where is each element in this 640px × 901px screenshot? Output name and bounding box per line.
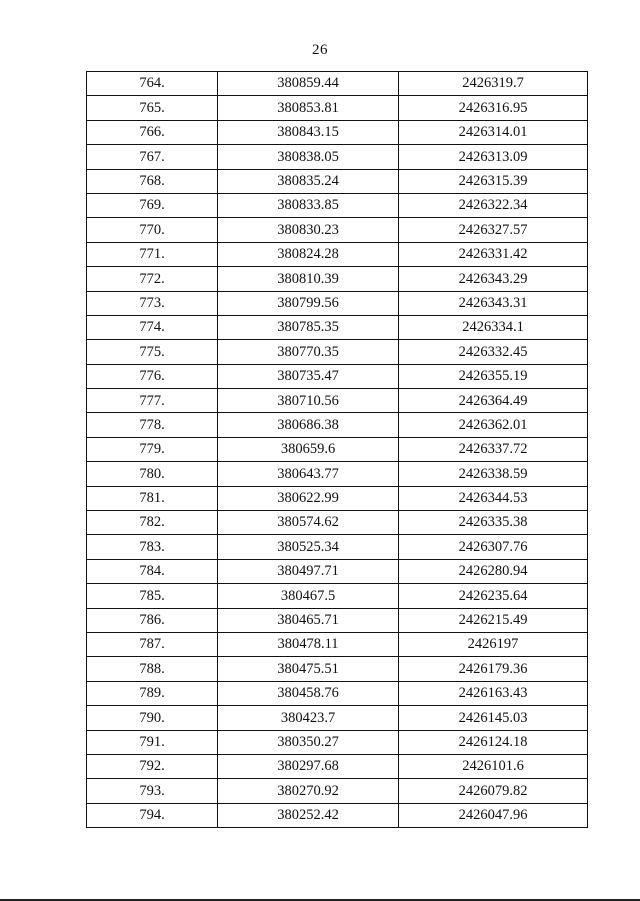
y-coordinate-cell: 2426343.31	[399, 291, 588, 315]
x-coordinate-cell: 380297.68	[218, 754, 399, 778]
y-coordinate-cell: 2426197	[399, 632, 588, 656]
x-coordinate-cell: 380838.05	[218, 145, 399, 169]
y-coordinate-cell: 2426215.49	[399, 608, 588, 632]
table-row	[87, 389, 588, 413]
point-number-cell: 788.	[87, 657, 218, 681]
x-coordinate-cell: 380475.51	[218, 657, 399, 681]
y-coordinate-cell: 2426335.38	[399, 511, 588, 535]
y-coordinate-cell: 2426280.94	[399, 559, 588, 583]
point-number-cell: 764.	[87, 72, 218, 96]
y-coordinate-cell: 2426334.1	[399, 315, 588, 339]
point-number-cell: 794.	[87, 803, 218, 827]
point-number-cell: 790.	[87, 706, 218, 730]
y-coordinate-cell: 2426315.39	[399, 169, 588, 193]
table-row	[87, 535, 588, 559]
y-coordinate-cell: 2426364.49	[399, 389, 588, 413]
y-coordinate-cell: 2426179.36	[399, 657, 588, 681]
y-coordinate-cell: 2426344.53	[399, 486, 588, 510]
table-row	[87, 754, 588, 778]
x-coordinate-cell: 380252.42	[218, 803, 399, 827]
table-row	[87, 706, 588, 730]
x-coordinate-cell: 380622.99	[218, 486, 399, 510]
point-number-cell: 775.	[87, 340, 218, 364]
point-number-cell: 776.	[87, 364, 218, 388]
x-coordinate-cell: 380830.23	[218, 218, 399, 242]
table-row	[87, 632, 588, 656]
x-coordinate-cell: 380853.81	[218, 96, 399, 120]
y-coordinate-cell: 2426145.03	[399, 706, 588, 730]
point-number-cell: 772.	[87, 267, 218, 291]
table-row	[87, 413, 588, 437]
page-number: 26	[312, 42, 328, 58]
x-coordinate-cell: 380686.38	[218, 413, 399, 437]
x-coordinate-cell: 380525.34	[218, 535, 399, 559]
table-row	[87, 511, 588, 535]
x-coordinate-cell: 380810.39	[218, 267, 399, 291]
y-coordinate-cell: 2426319.7	[399, 72, 588, 96]
table-row	[87, 315, 588, 339]
y-coordinate-cell: 2426327.57	[399, 218, 588, 242]
table-row	[87, 803, 588, 827]
table-row	[87, 145, 588, 169]
y-coordinate-cell: 2426343.29	[399, 267, 588, 291]
x-coordinate-cell: 380799.56	[218, 291, 399, 315]
point-number-cell: 783.	[87, 535, 218, 559]
x-coordinate-cell: 380835.24	[218, 169, 399, 193]
x-coordinate-cell: 380710.56	[218, 389, 399, 413]
point-number-cell: 780.	[87, 462, 218, 486]
point-number-cell: 770.	[87, 218, 218, 242]
x-coordinate-cell: 380423.7	[218, 706, 399, 730]
point-number-cell: 781.	[87, 486, 218, 510]
table-row	[87, 218, 588, 242]
table-row	[87, 169, 588, 193]
point-number-cell: 786.	[87, 608, 218, 632]
x-coordinate-cell: 380478.11	[218, 632, 399, 656]
x-coordinate-cell: 380785.35	[218, 315, 399, 339]
table-row	[87, 681, 588, 705]
x-coordinate-cell: 380350.27	[218, 730, 399, 754]
table-row	[87, 242, 588, 266]
point-number-cell: 782.	[87, 511, 218, 535]
y-coordinate-cell: 2426313.09	[399, 145, 588, 169]
x-coordinate-cell: 380824.28	[218, 242, 399, 266]
y-coordinate-cell: 2426235.64	[399, 584, 588, 608]
point-number-cell: 767.	[87, 145, 218, 169]
x-coordinate-cell: 380859.44	[218, 72, 399, 96]
point-number-cell: 768.	[87, 169, 218, 193]
x-coordinate-cell: 380574.62	[218, 511, 399, 535]
table-row	[87, 72, 588, 96]
y-coordinate-cell: 2426307.76	[399, 535, 588, 559]
x-coordinate-cell: 380735.47	[218, 364, 399, 388]
x-coordinate-cell: 380643.77	[218, 462, 399, 486]
x-coordinate-cell: 380497.71	[218, 559, 399, 583]
table-row	[87, 779, 588, 803]
point-number-cell: 773.	[87, 291, 218, 315]
table-row	[87, 657, 588, 681]
y-coordinate-cell: 2426337.72	[399, 437, 588, 461]
point-number-cell: 789.	[87, 681, 218, 705]
table-row	[87, 291, 588, 315]
table-row	[87, 437, 588, 461]
point-number-cell: 785.	[87, 584, 218, 608]
y-coordinate-cell: 2426101.6	[399, 754, 588, 778]
y-coordinate-cell: 2426355.19	[399, 364, 588, 388]
point-number-cell: 784.	[87, 559, 218, 583]
table-row	[87, 193, 588, 217]
point-number-cell: 771.	[87, 242, 218, 266]
y-coordinate-cell: 2426047.96	[399, 803, 588, 827]
coordinates-table	[86, 71, 588, 828]
point-number-cell: 766.	[87, 120, 218, 144]
point-number-cell: 787.	[87, 632, 218, 656]
table-row	[87, 608, 588, 632]
point-number-cell: 765.	[87, 96, 218, 120]
table-row	[87, 559, 588, 583]
x-coordinate-cell: 380270.92	[218, 779, 399, 803]
x-coordinate-cell: 380843.15	[218, 120, 399, 144]
point-number-cell: 769.	[87, 193, 218, 217]
y-coordinate-cell: 2426331.42	[399, 242, 588, 266]
point-number-cell: 777.	[87, 389, 218, 413]
x-coordinate-cell: 380465.71	[218, 608, 399, 632]
table-row	[87, 730, 588, 754]
point-number-cell: 774.	[87, 315, 218, 339]
y-coordinate-cell: 2426314.01	[399, 120, 588, 144]
x-coordinate-cell: 380467.5	[218, 584, 399, 608]
table-row	[87, 584, 588, 608]
x-coordinate-cell: 380770.35	[218, 340, 399, 364]
y-coordinate-cell: 2426332.45	[399, 340, 588, 364]
y-coordinate-cell: 2426124.18	[399, 730, 588, 754]
table-row	[87, 462, 588, 486]
x-coordinate-cell: 380458.76	[218, 681, 399, 705]
table-row	[87, 96, 588, 120]
y-coordinate-cell: 2426163.43	[399, 681, 588, 705]
coordinates-table-body	[87, 72, 588, 828]
x-coordinate-cell: 380659.6	[218, 437, 399, 461]
y-coordinate-cell: 2426079.82	[399, 779, 588, 803]
point-number-cell: 778.	[87, 413, 218, 437]
table-row	[87, 486, 588, 510]
point-number-cell: 792.	[87, 754, 218, 778]
point-number-cell: 779.	[87, 437, 218, 461]
y-coordinate-cell: 2426322.34	[399, 193, 588, 217]
point-number-cell: 793.	[87, 779, 218, 803]
y-coordinate-cell: 2426316.95	[399, 96, 588, 120]
point-number-cell: 791.	[87, 730, 218, 754]
table-row	[87, 267, 588, 291]
table-row	[87, 364, 588, 388]
table-row	[87, 340, 588, 364]
table-row	[87, 120, 588, 144]
y-coordinate-cell: 2426362.01	[399, 413, 588, 437]
y-coordinate-cell: 2426338.59	[399, 462, 588, 486]
x-coordinate-cell: 380833.85	[218, 193, 399, 217]
